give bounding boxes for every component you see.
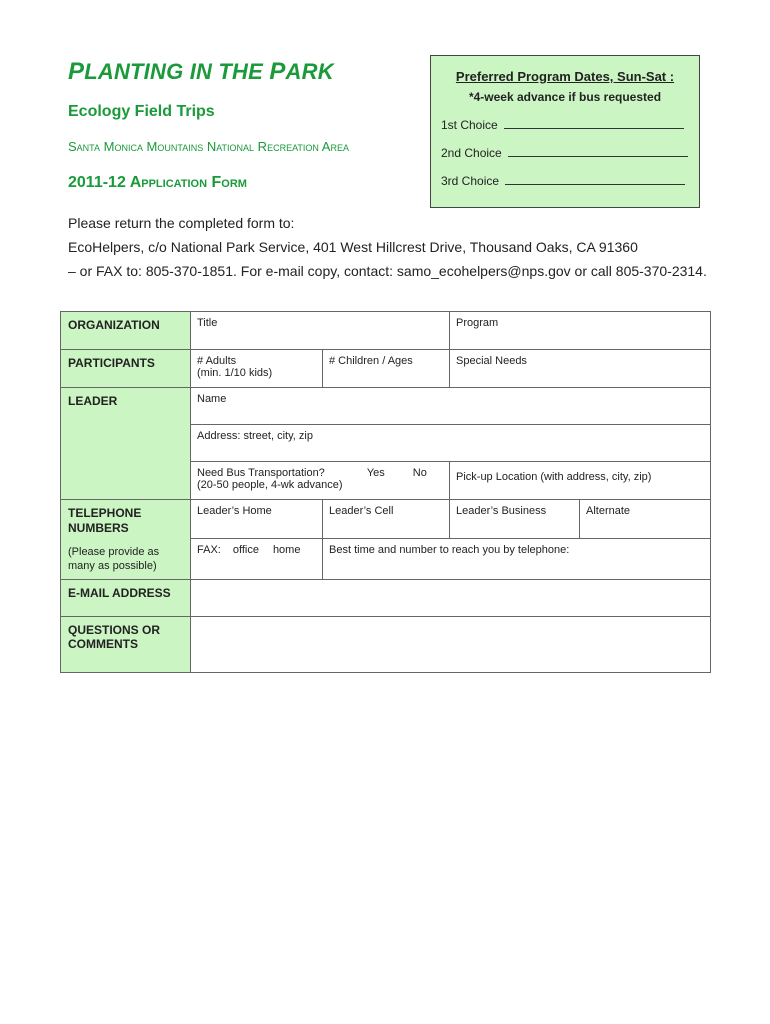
dates-note: *4-week advance if bus requested — [468, 90, 662, 104]
org-program-field[interactable]: Program — [450, 312, 711, 350]
third-choice-line[interactable] — [505, 174, 685, 185]
email-label: E-MAIL ADDRESS — [61, 580, 191, 617]
subtitle: Ecology Field Trips — [68, 103, 215, 120]
leader-label: LEADER — [61, 388, 191, 500]
recreation-area: Santa Monica Mountains National Recreation Area — [68, 139, 349, 154]
bus-transport-field[interactable]: Need Bus Transportation? Yes No (20-50 people, 4-wk advance) — [191, 462, 450, 500]
preferred-dates-box — [430, 55, 700, 208]
questions-label: QUESTIONS OR COMMENTS — [61, 617, 191, 673]
third-choice[interactable]: 3rd Choice — [441, 174, 685, 188]
leader-address-field[interactable]: Address: street, city, zip — [191, 425, 711, 462]
children-field[interactable]: # Children / Ages — [323, 350, 450, 388]
leader-name-field[interactable]: Name — [191, 388, 711, 425]
second-choice[interactable]: 2nd Choice — [441, 146, 688, 160]
bus-yes-option[interactable]: Yes — [366, 467, 385, 479]
telephone-note: (Please provide as many as possible) — [68, 546, 160, 572]
organization-label: ORGANIZATION — [61, 312, 191, 350]
form-title-main: PLANTING IN THE PARK — [68, 58, 334, 85]
telephone-label: TELEPHONE NUMBERS (Please provide as many as possible) — [61, 500, 191, 580]
leader-business-field[interactable]: Leader’s Business — [450, 500, 580, 539]
org-title-field[interactable]: Title — [191, 312, 450, 350]
dates-heading: Preferred Program Dates, Sun-Sat : — [455, 69, 675, 84]
special-needs-field[interactable]: Special Needs — [450, 350, 711, 388]
second-choice-line[interactable] — [508, 146, 688, 157]
application-table — [60, 311, 711, 673]
return-instruction: Please return the completed form to: — [68, 215, 295, 231]
pickup-location-field[interactable]: Pick-up Location (with address, city, zip) — [450, 462, 711, 500]
best-time-field[interactable]: Best time and number to reach you by telephone: — [323, 539, 711, 580]
bus-no-option[interactable]: No — [412, 467, 427, 479]
return-address: EcoHelpers, c/o National Park Service, 401 West Hillcrest Drive, Thousand Oaks, CA 91360 — [68, 239, 638, 255]
alternate-phone-field[interactable]: Alternate — [580, 500, 711, 539]
first-choice-line[interactable] — [504, 118, 684, 129]
application-form-title: 2011-12 Application Form — [68, 174, 247, 191]
email-field[interactable] — [191, 580, 711, 617]
first-choice[interactable]: 1st Choice — [441, 118, 684, 132]
questions-field[interactable] — [191, 617, 711, 673]
adults-field[interactable]: # Adults (min. 1/10 kids) — [191, 350, 323, 388]
leader-cell-field[interactable]: Leader’s Cell — [323, 500, 450, 539]
fax-field[interactable]: FAX: office home — [191, 539, 323, 580]
participants-label: PARTICIPANTS — [61, 350, 191, 388]
return-fax-contact: – or FAX to: 805-370-1851. For e-mail copy, contact: samo_ecohelpers@nps.gov or call 805-370-2314. — [68, 263, 707, 279]
leader-home-phone-field[interactable]: Leader’s Home — [191, 500, 323, 539]
